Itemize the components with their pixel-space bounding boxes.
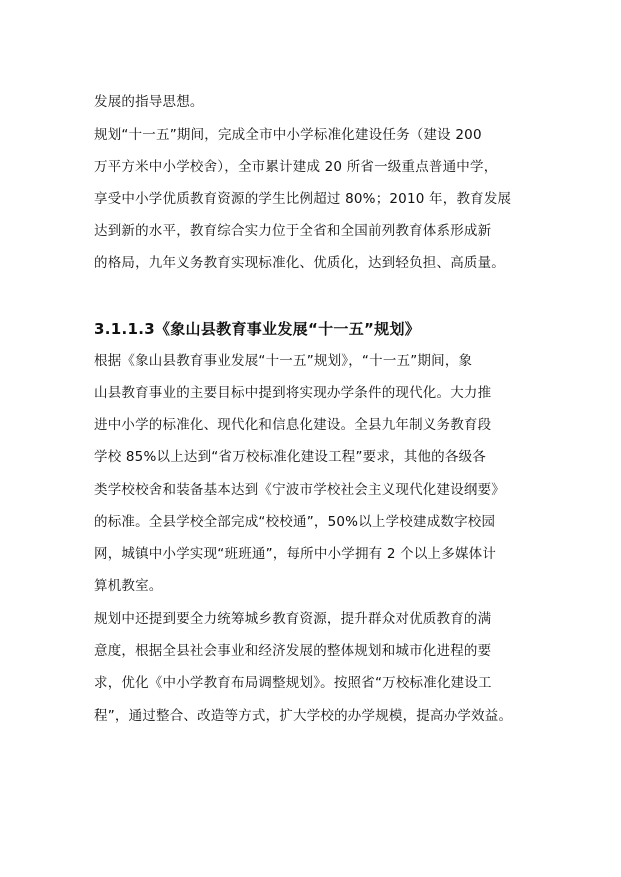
paragraph2-line: 进中小学的标准化、现代化和信息化建设。全县九年制义务教育段 [94,417,492,433]
paragraph3-line: 程”，通过整合、改造等方式，扩大学校的办学规模，提高办学效益。 [94,708,513,724]
paragraph2-line: 网，城镇中小学实现“班班通”，每所中小学拥有 2 个以上多媒体计 [94,546,497,562]
paragraph3-line: 规划中还提到要全力统筹城乡教育资源，提升群众对优质教育的满 [94,611,492,627]
paragraph1-line: 万平方米中小学校舍），全市累计建成 20 所省一级重点普通中学， [94,159,498,175]
section-heading: 3.1.1.3《象山县教育事业发展“十一五”规划》 [94,320,421,338]
paragraph2-line: 根据《象山县教育事业发展“十一五”规划》，“十一五”期间，象 [94,353,473,369]
paragraph2-line: 学校 85%以上达到“省万校标准化建设工程”要求，其他的各级各 [94,449,486,465]
paragraph1-line: 发展的指导思想。 [94,94,204,110]
paragraph2-line: 算机教室。 [94,578,163,594]
paragraph2-line: 的标准。全县学校全部完成“校校通”，50%以上学校建成数字校园 [94,514,496,530]
paragraph2-line: 类学校校舍和装备基本达到《宁波市学校社会主义现代化建设纲要》 [94,482,505,498]
paragraph2-line: 山县教育事业的主要目标中提到将实现办学条件的现代化。大力推 [94,385,492,401]
paragraph3-line: 求，优化《中小学教育布局调整规划》。按照省“万校标准化建设工 [94,675,492,691]
paragraph3-line: 意度，根据全县社会事业和经济发展的整体规划和城市化进程的要 [94,643,492,659]
paragraph1-line: 享受中小学优质教育资源的学生比例超过 80%；2010 年，教育发展 [94,191,512,207]
paragraph1-line: 的格局，九年义务教育实现标准化、优质化，达到轻负担、高质量。 [94,255,505,271]
paragraph1-line: 达到新的水平，教育综合实力位于全省和全国前列教育体系形成新 [94,223,492,239]
paragraph1-line: 规划“十一五”期间，完成全市中小学标准化建设任务（建设 200 [94,127,482,143]
